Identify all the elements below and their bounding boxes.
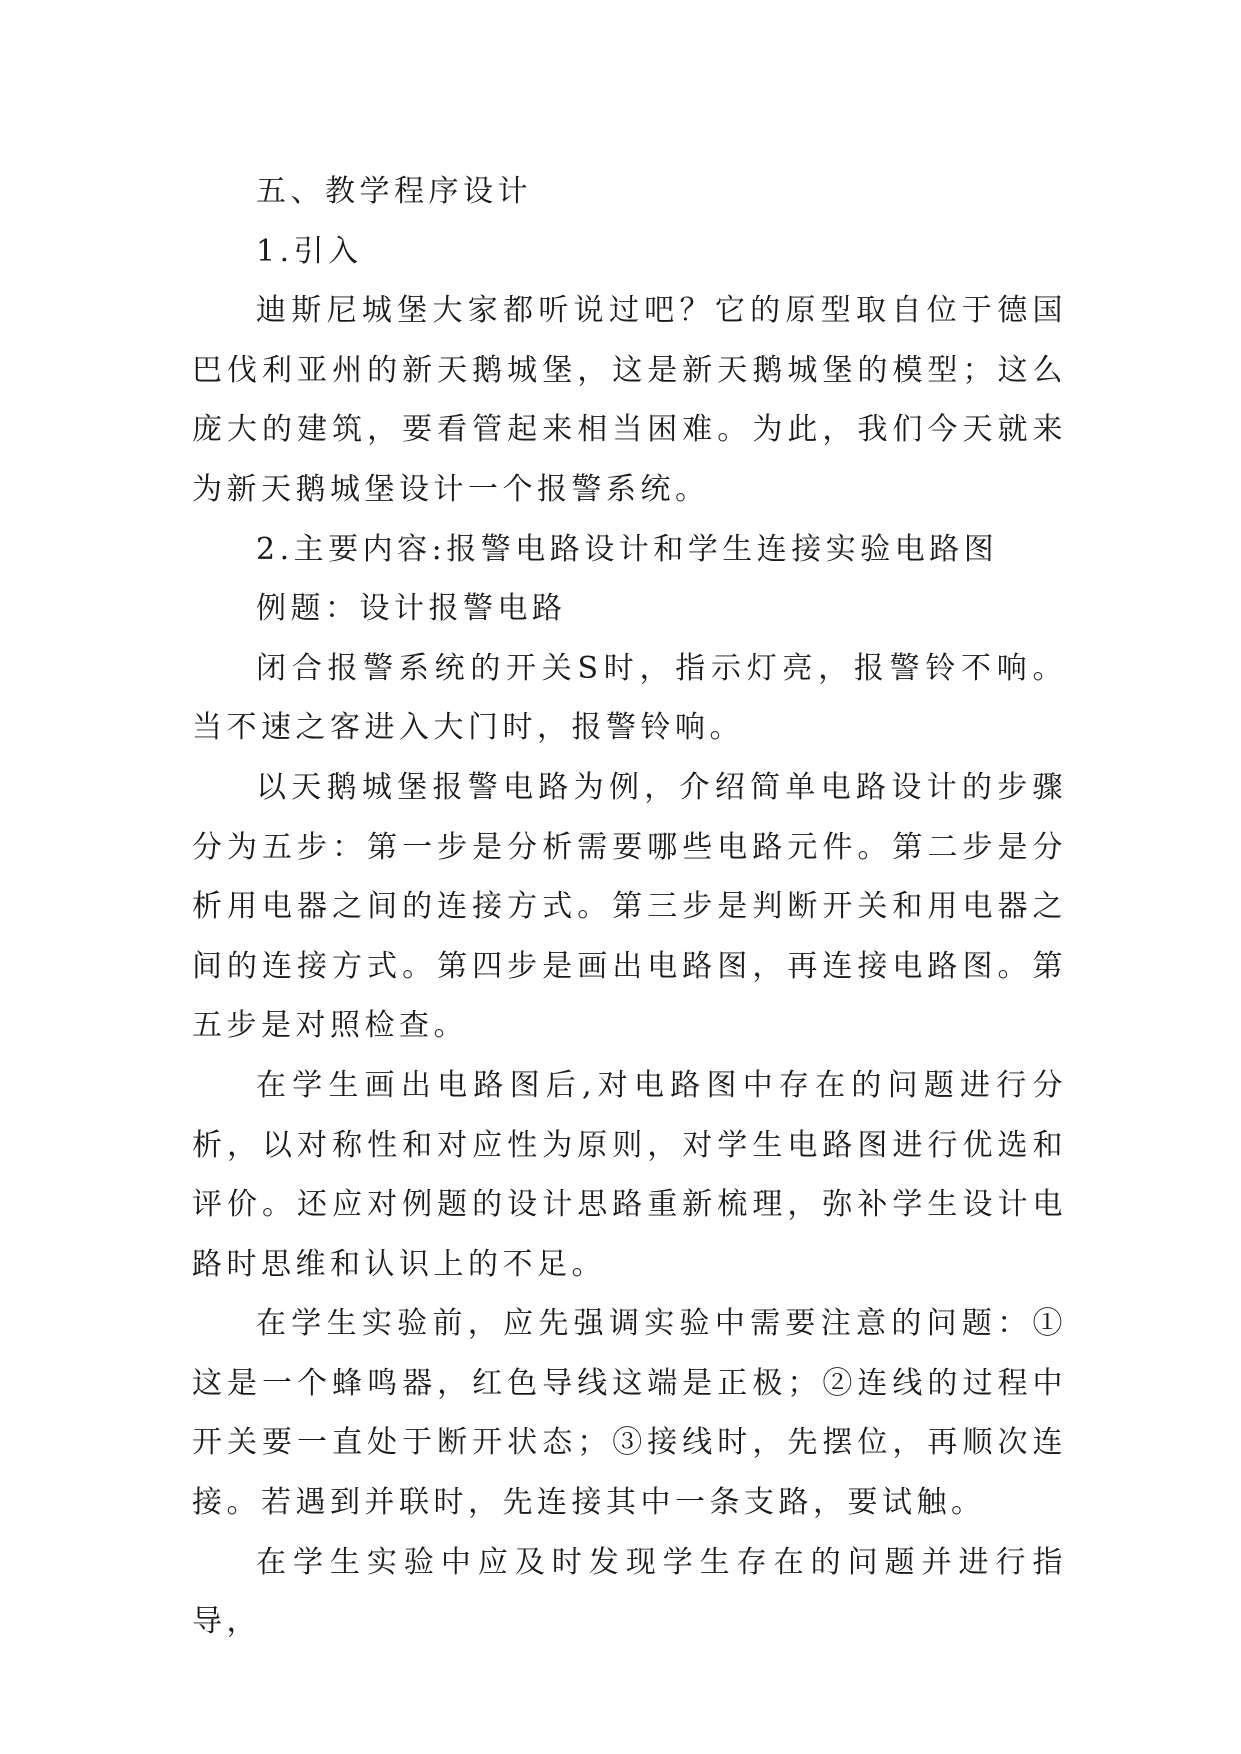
subsection-heading: 2.主要内容:报警电路设计和学生连接实验电路图	[256, 531, 999, 567]
body-paragraph: 闭合报警系统的开关S时，指示灯亮，报警铃不响。当不速之客进入大门时，报警铃响。	[192, 650, 1067, 746]
subsection-heading: 1.引入	[256, 233, 363, 269]
example-heading: 例题：设计报警电路	[256, 591, 567, 627]
body-paragraph: 以天鹅城堡报警电路为例，介绍简单电路设计的步骤分为五步：第一步是分析需要哪些电路元件。第二步是分析用电器之间的连接方式。第三步是判断开关和用电器之间的连接方式。第四步是画出电路图，再连接电路图。第五步是对照检查。	[192, 769, 1067, 1044]
body-paragraph: 迪斯尼城堡大家都听说过吧？它的原型取自位于德国巴伐利亚州的新天鹅城堡，这是新天鹅城堡的模型；这么庞大的建筑，要看管起来相当困难。为此，我们今天就来为新天鹅城堡设计一个报警系统。	[192, 293, 1067, 507]
document-body	[192, 162, 1067, 1652]
section-heading: 五、教学程序设计	[256, 174, 532, 209]
body-paragraph: 在学生画出电路图后,对电路图中存在的问题进行分析，以对称性和对应性为原则，对学生电路图进行优选和评价。还应对例题的设计思路重新梳理，弥补学生设计电路时思维和认识上的不足。	[192, 1067, 1067, 1282]
body-paragraph: 在学生实验中应及时发现学生存在的问题并进行指导，	[192, 1544, 1067, 1640]
body-paragraph: 在学生实验前，应先强调实验中需要注意的问题：①这是一个蜂鸣器，红色导线这端是正极；②连线的过程中开关要一直处于断开状态；③接线时，先摆位，再顺次连接。若遇到并联时，先连接其中一条支路，要试触。	[192, 1306, 1067, 1521]
